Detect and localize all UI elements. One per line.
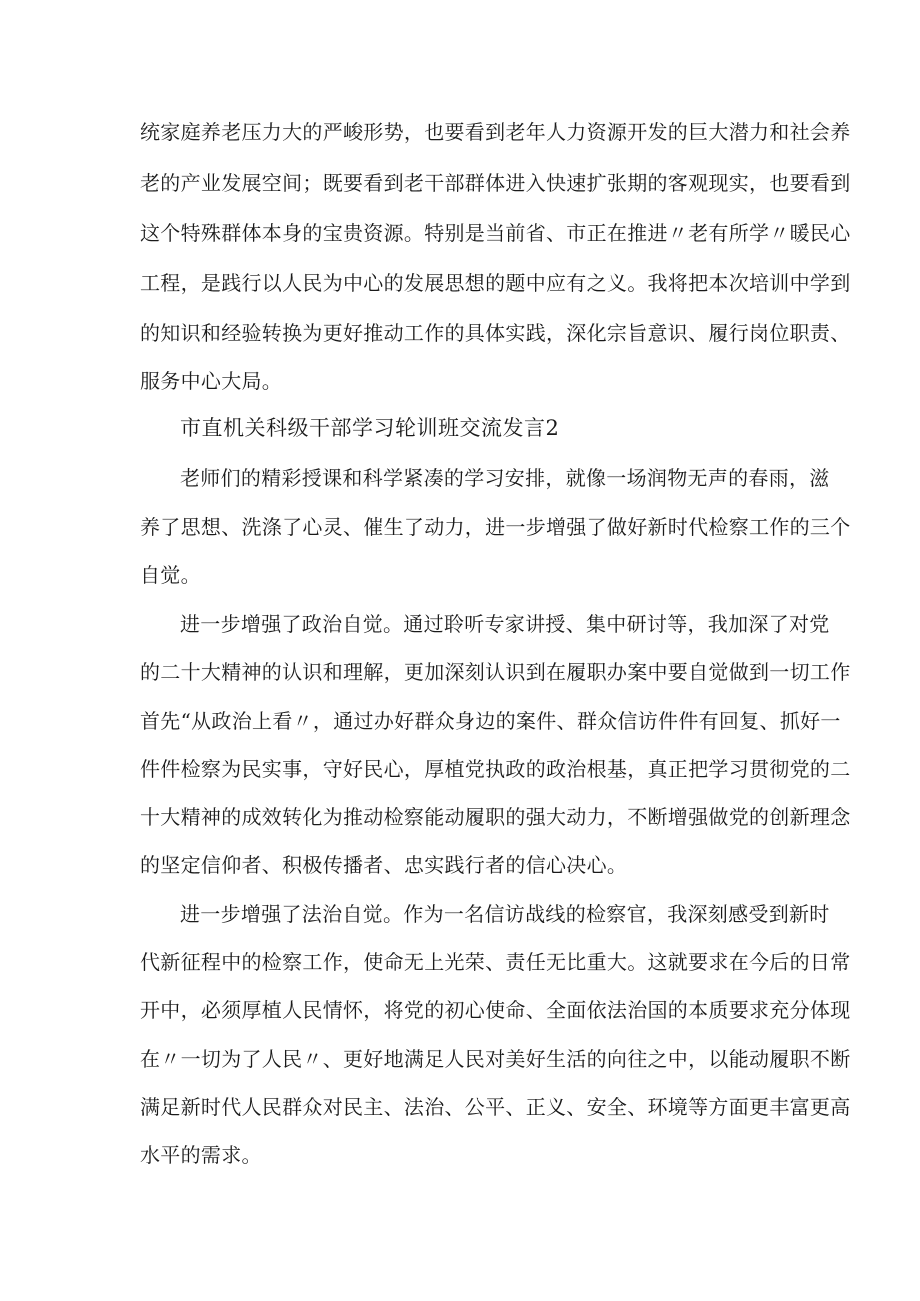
text-line: 开中，必须厚植人民情怀，将党的初心使命、全面依法治国的本质要求充分体现 bbox=[140, 998, 851, 1022]
text-line: 的坚定信仰者、积极传播者、忠实践行者的信心决心。 bbox=[140, 853, 628, 877]
text-line: 满足新时代人民群众对民主、法治、公平、正义、安全、环境等方面更丰富更高 bbox=[140, 1095, 851, 1119]
text-line: 老的产业发展空间；既要看到老干部群体进入快速扩张期的客观现实，也要看到 bbox=[140, 171, 851, 195]
text-line: 件件检察为民实事，守好民心，厚植党执政的政治根基，真正把学习贯彻党的二 bbox=[140, 757, 851, 781]
section-title: 市直机关科级干部学习轮训班交流发言2 bbox=[180, 416, 560, 440]
text-line: 老师们的精彩授课和科学紧凑的学习安排，就像一场润物无声的春雨，滋 bbox=[180, 466, 830, 490]
text-line: 这个特殊群体本身的宝贵资源。特别是当前省、市正在推进〃老有所学〃暖民心 bbox=[140, 221, 851, 245]
text-line: 进一步增强了法治自觉。作为一名信访战线的检察官，我深刻感受到新时 bbox=[180, 902, 830, 926]
text-line: 工程，是践行以人民为中心的发展思想的题中应有之义。我将把本次培训中学到 bbox=[140, 271, 851, 295]
text-line: 水平的需求。 bbox=[140, 1143, 262, 1167]
text-line: 自觉。 bbox=[140, 563, 201, 587]
text-line: 服务中心大局。 bbox=[140, 369, 283, 393]
text-line: 十大精神的成效转化为推动检察能动履职的强大动力，不断增强做党的创新理念 bbox=[140, 805, 851, 829]
text-line: 的知识和经验转换为更好推动工作的具体实践，深化宗旨意识、履行岗位职责、 bbox=[140, 321, 851, 345]
text-line: 在〃一切为了人民〃、更好地满足人民对美好生活的向往之中，以能动履职不断 bbox=[140, 1047, 851, 1071]
text-line: 的二十大精神的认识和理解，更加深刻认识到在履职办案中要自觉做到一切工作 bbox=[140, 660, 851, 684]
text-line: 进一步增强了政治自觉。通过聆听专家讲授、集中研讨等，我加深了对党 bbox=[180, 612, 830, 636]
text-line: 首先“从政治上看〃，通过办好群众身边的案件、群众信访件件有回复、抓好一 bbox=[140, 709, 841, 733]
text-line: 代新征程中的检察工作，使命无上光荣、责任无比重大。这就要求在今后的日常 bbox=[140, 950, 851, 974]
text-line: 统家庭养老压力大的严峻形势，也要看到老年人力资源开发的巨大潜力和社会养 bbox=[140, 120, 851, 144]
text-line: 养了思想、洗涤了心灵、催生了动力，进一步增强了做好新时代检察工作的三个 bbox=[140, 515, 851, 539]
